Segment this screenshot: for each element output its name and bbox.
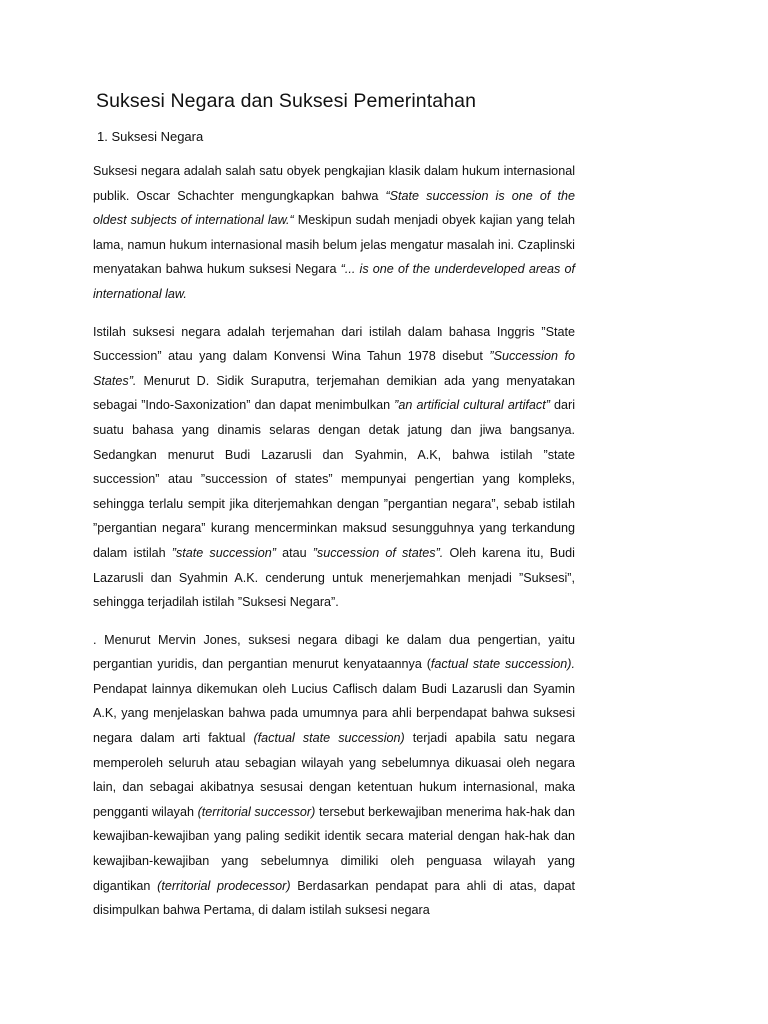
italic-run: ”Succession fo States”.: [93, 349, 575, 388]
text-run: . Menurut Mervin Jones, suksesi negara dibagi ke dalam dua pengertian, yaitu pergantian yuridis, dan pergantian menurut kenyataannya (: [93, 632, 575, 672]
italic-run: factual state succession).: [430, 657, 575, 672]
italic-run: (territorial prodecessor): [157, 878, 291, 893]
italic-run: (territorial successor): [197, 804, 316, 819]
paragraph-2: [93, 320, 575, 615]
italic-run: ”an artificial cultural artifact”: [394, 398, 550, 413]
text-run: Oleh karena itu, Budi Lazarusli dan Syahmin A.K. cenderung untuk menerjemahkan menjadi ”Suksesi”, sehingga terjadilah istilah ”Suksesi Negara”.: [93, 545, 575, 610]
text-run: Suksesi negara adalah salah satu obyek pengkajian klasik dalam hukum internasional publik. Oscar Schachter mengungkapkan bahwa: [93, 164, 575, 203]
italic-run: ”succession of states”.: [312, 545, 444, 560]
text-run: Berdasarkan pendapat para ahli di atas, dapat disimpulkan bahwa Pertama, di dalam istilah suksesi negara: [93, 878, 575, 918]
text-run: atau: [275, 545, 313, 560]
text-run: Menurut D. Sidik Suraputra, terjemahan demikian ada yang menyatakan sebagai ”Indo-Saxonization” dan dapat menimbulkan: [93, 373, 575, 413]
italic-run: “... is one of the underdeveloped areas of international law.: [93, 262, 576, 301]
document-page: [93, 86, 575, 923]
italic-run: “State succession is one of the oldest subjects of international law.“: [93, 188, 575, 228]
text-run: Pendapat lainnya dikemukan oleh Lucius Caflisch dalam Budi Lazarusli dan Syamin A.K, yang menjelaskan bahwa pada umumnya para ahli berpendapat bahwa suksesi negara dalam arti faktual: [93, 681, 575, 746]
text-run: tersebut berkewajiban menerima hak-hak dan kewajiban-kewajiban yang paling sedikit identik secara material dengan hak-hak dan kewajiban-kewajiban yang sebelumnya dimiliki oleh penguasa wilayah yang digantikan: [93, 804, 576, 893]
section-heading: 1. Suksesi Negara: [97, 129, 204, 144]
italic-run: ”state succession”: [171, 545, 276, 560]
text-run: terjadi apabila satu negara memperoleh seluruh atau sebagian wilayah yang sebelumnya dikuasai oleh negara lain, dan sebagai akibatnya sesusai dengan ketentuan hukum internasional, maka pengganti wilayah: [93, 731, 575, 819]
paragraph-1: [93, 159, 575, 307]
italic-run: (factual state succession): [253, 731, 405, 746]
paragraph-3: [93, 628, 575, 923]
text-run: Meskipun sudah menjadi obyek kajian yang telah lama, namun hukum internasional masih belum jelas mengatur masalah ini. Czaplinski menyatakan bahwa hukum suksesi Negara: [93, 213, 576, 277]
text-run: dari suatu bahasa yang dinamis selaras dengan detak jatung dan jiwa bangsanya. Sedangkan menurut Budi Lazarusli dan Syahmin, A.K, bahwa istilah ”state succession” atau ”succession of states” mempunyai pengertian yang kompleks, sehingga terlalu sempit jika diterjemahkan dengan ”pergantian negara”, sebab istilah ”pergantian negara” kurang mencerminkan maksud sesungguhnya yang terkandung dalam istilah: [93, 398, 575, 560]
text-run: Istilah suksesi negara adalah terjemahan dari istilah dalam bahasa Inggris ”State Succession” atau yang dalam Konvensi Wina Tahun 1978 disebut: [93, 324, 575, 364]
document-title: Suksesi Negara dan Suksesi Pemerintahan: [96, 90, 477, 112]
